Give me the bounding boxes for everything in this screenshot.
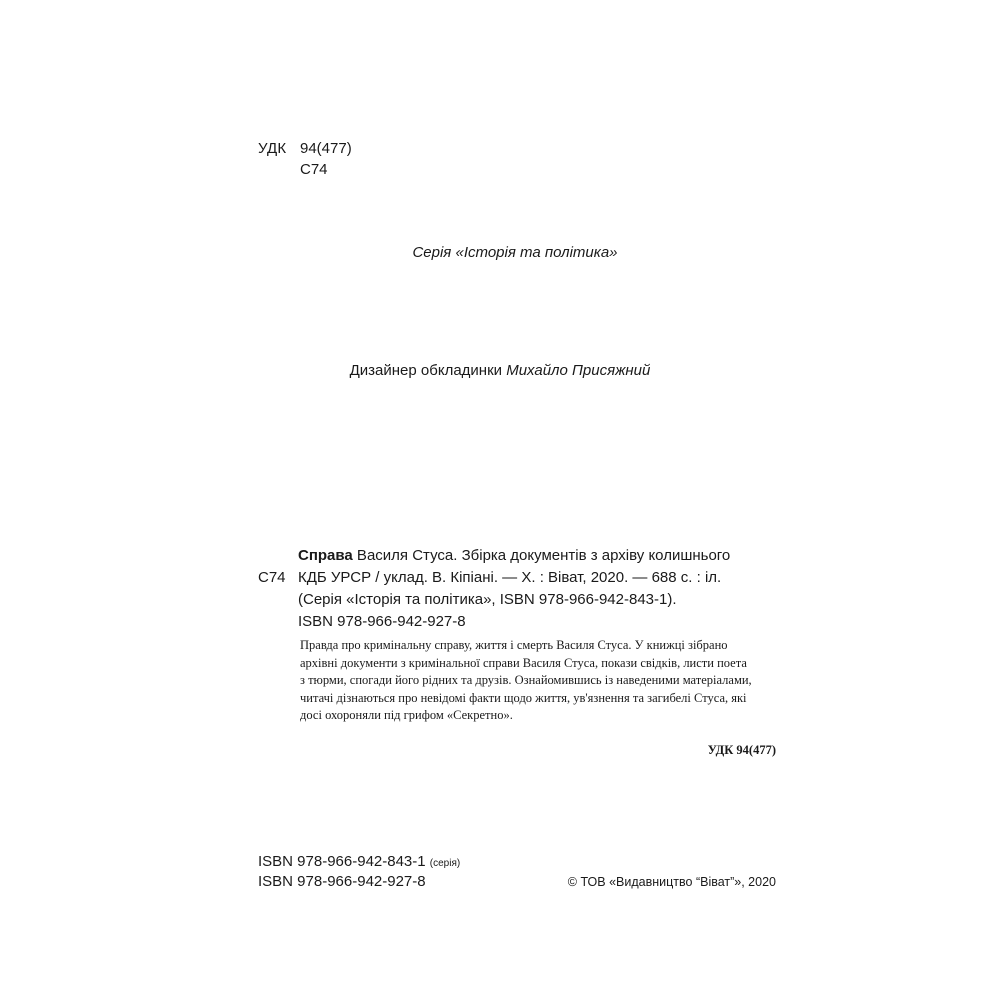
bib-author-code: С74 — [258, 569, 286, 586]
designer-label: Дизайнер обкладинки — [349, 362, 503, 379]
bib-line-3 — [258, 589, 782, 611]
isbn-series-number: ISBN 978-966-942-843-1 — [258, 853, 426, 870]
annotation-line: читачі дізнаються про невідомі факти щодо життя, ув'язнення та загибелі Стуса, які — [300, 690, 747, 705]
series-text: Серія «Історія та політика» — [412, 244, 618, 261]
designer-name: Михайло Присяжний — [506, 362, 651, 379]
bib-isbn: ISBN 978-966-942-927-8 — [298, 613, 466, 630]
annotation-line: Правда про кримінальну справу, життя і смерть Василя Стуса. У книжці зібрано — [300, 638, 728, 652]
annotation — [300, 637, 776, 725]
bib-title-word: Справа — [298, 547, 353, 564]
bib-line-3-text: (Серія «Історія та політика», ISBN 978-966-942-843-1). — [298, 591, 677, 608]
copyright-notice: © ТОВ «Видавництво “Віват”», 2020 — [567, 875, 776, 889]
bib-line-2 — [258, 567, 782, 589]
series-line — [0, 244, 1000, 261]
cover-designer-line — [0, 362, 1000, 379]
bib-line-1-rest: Василя Стуса. Збірка документів з архіву колишнього — [352, 547, 731, 564]
udk-label: УДК — [258, 140, 287, 157]
bib-line-2-text: КДБ УРСР / уклад. В. Кіпіані. — Х. : Віват, 2020. — 688 с. : іл. — [298, 569, 722, 586]
bibliographic-description — [258, 545, 782, 633]
annotation-line: досі охороняли під грифом «Секретно». — [300, 708, 513, 722]
isbn-book: ISBN 978-966-942-927-8 — [258, 873, 426, 890]
bib-line-1 — [258, 545, 782, 567]
isbn-series — [258, 853, 460, 870]
annotation-line: з тюрми, спогади його рідних та друзів. Ознайомившись із наведеними матеріалами, — [300, 673, 752, 687]
bib-line-4 — [258, 611, 782, 633]
isbn-series-note: (серія) — [429, 858, 461, 869]
udk-bottom: УДК 94(477) — [707, 743, 776, 757]
author-sign-code: С74 — [300, 161, 328, 178]
udk-code: 94(477) — [300, 140, 352, 157]
annotation-line: архівні документи з кримінальної справи Василя Стуса, покази свідків, листи поета — [300, 655, 747, 670]
